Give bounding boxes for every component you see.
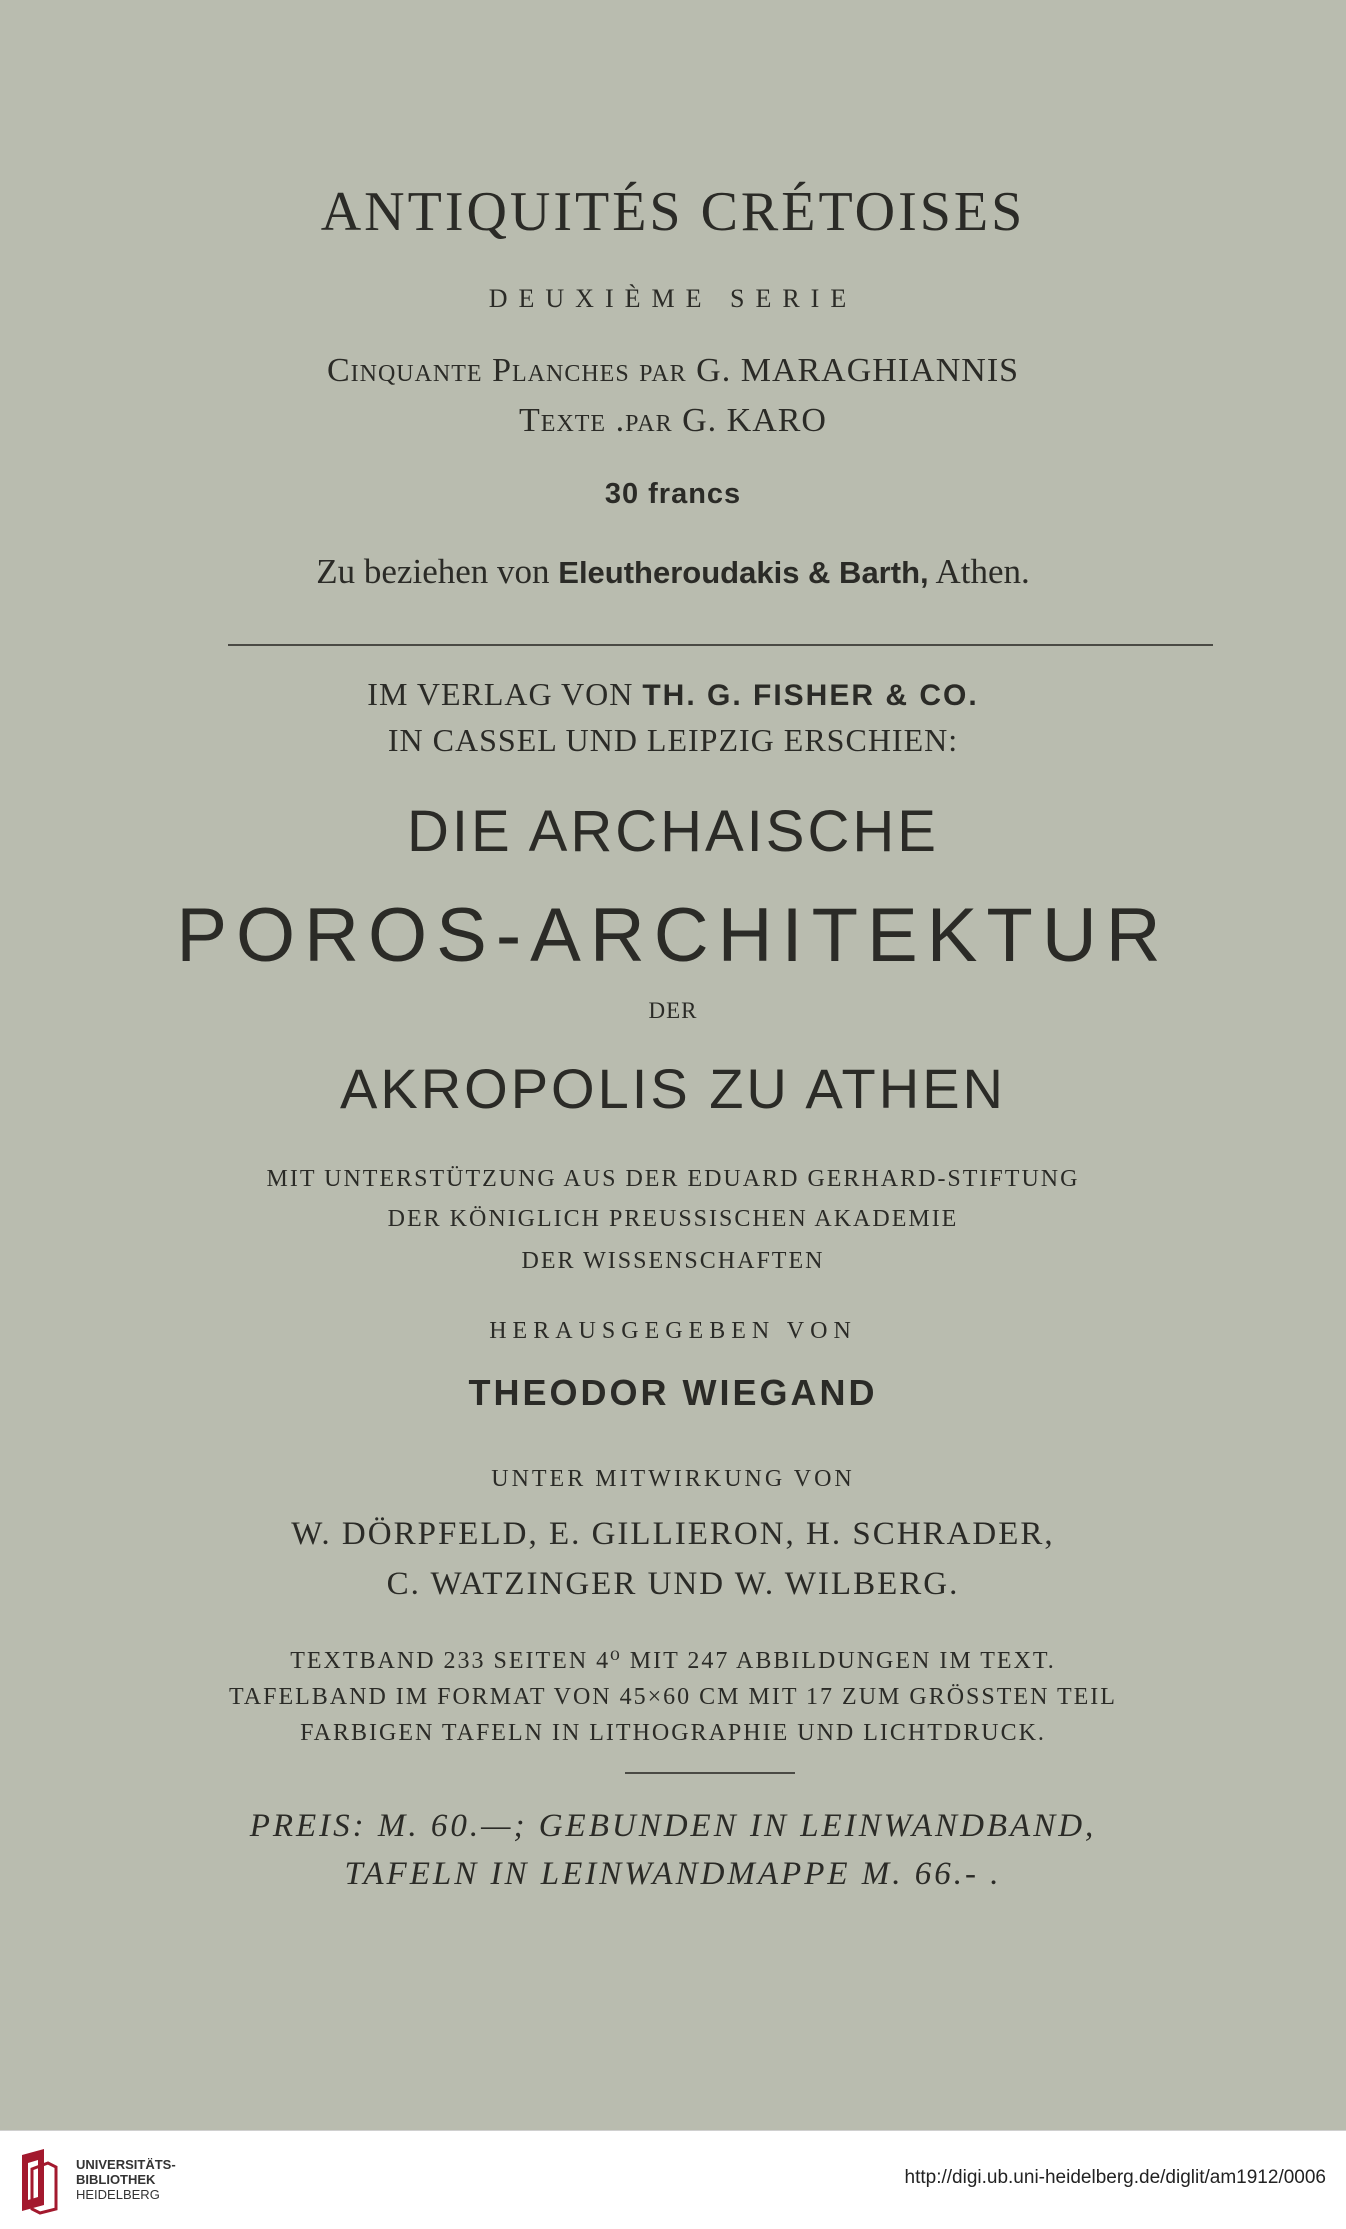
ad1-title: ANTIQUITÉS CRÉTOISES (320, 181, 1026, 243)
ad2-contrib-label: UNTER MITWIRKUNG VON (491, 1466, 855, 1492)
divider-rule (228, 644, 1213, 646)
university-library-logo-icon (14, 2145, 64, 2215)
library-name-line2: BIBLIOTHEK (76, 2172, 156, 2187)
ad2-contrib-line1: W. DÖRPFELD, E. GILLIERON, H. SCHRADER, (291, 1516, 1055, 1552)
ad1-plates: Cinquante Planches par G. MARAGHIANNIS (326, 352, 1020, 389)
ad2-title-line2: POROS-ARCHITEKTUR (176, 893, 1170, 978)
library-name-line1: UNIVERSITÄTS- (76, 2157, 176, 2172)
ad2-title-line4: AKROPOLIS ZU ATHEN (340, 1057, 1006, 1120)
ad2-price-line1: PREIS: M. 60.—; GEBUNDEN IN LEINWANDBAND, (249, 1808, 1097, 1844)
ad2-contrib-line2: C. WATZINGER UND W. WILBERG. (386, 1566, 960, 1602)
viewer-footer (0, 2130, 1346, 2229)
ad2-title-line3: DER (648, 998, 698, 1023)
ad2-support-line1: MIT UNTERSTÜTZUNG AUS DER EDUARD GERHARD-STIFTUNG (266, 1166, 1080, 1192)
ad1-supplier-suffix: Athen. (928, 552, 1030, 591)
ad2-price-line2: TAFELN IN LEINWANDMAPPE M. 66.- . (344, 1856, 1002, 1892)
ad2-publisher (0, 676, 1346, 713)
ad2-support-line3: DER WISSENSCHAFTEN (521, 1248, 825, 1274)
ad2-editor-name: THEODOR WIEGAND (468, 1372, 878, 1413)
ad2-title-line1: DIE ARCHAISCHE (407, 799, 939, 864)
ad1-supplier (0, 552, 1346, 592)
ad2-editor-label: HERAUSGEGEBEN VON (489, 1318, 857, 1344)
short-rule (625, 1772, 795, 1774)
library-name-line3: HEIDELBERG (76, 2187, 160, 2202)
ad1-supplier-prefix: Zu beziehen von (316, 552, 559, 591)
ad2-publisher-name: TH. G. FISHER & CO. (642, 679, 979, 712)
library-name (76, 2157, 176, 2202)
ad1-supplier-name: Eleutheroudakis & Barth, (558, 555, 929, 590)
ad1-text-author: Texte .par G. KARO (519, 402, 827, 439)
ad2-publisher-prefix: IM VERLAG VON (367, 676, 643, 712)
ad1-series: DEUXIÈME SERIE (488, 284, 858, 313)
ad2-support-line2: DER KÖNIGLICH PREUSSISCHEN AKADEMIE (387, 1206, 959, 1232)
ad2-desc-line3: FARBIGEN TAFELN IN LITHOGRAPHIE UND LICHTDRUCK. (300, 1720, 1046, 1746)
ad1-price: 30 francs (604, 478, 742, 510)
ad2-desc-line1: TEXTBAND 233 SEITEN 4⁰ MIT 247 ABBILDUNGEN IM TEXT. (290, 1648, 1056, 1674)
ad2-desc-line2: TAFELBAND IM FORMAT VON 45×60 CM MIT 17 ZUM GRÖSSTEN TEIL (229, 1684, 1117, 1710)
ad2-publisher-place: IN CASSEL UND LEIPZIG ERSCHIEN: (387, 722, 959, 758)
permalink-url[interactable]: http://digi.ub.uni-heidelberg.de/diglit/am1912/0006 (904, 2167, 1326, 2188)
